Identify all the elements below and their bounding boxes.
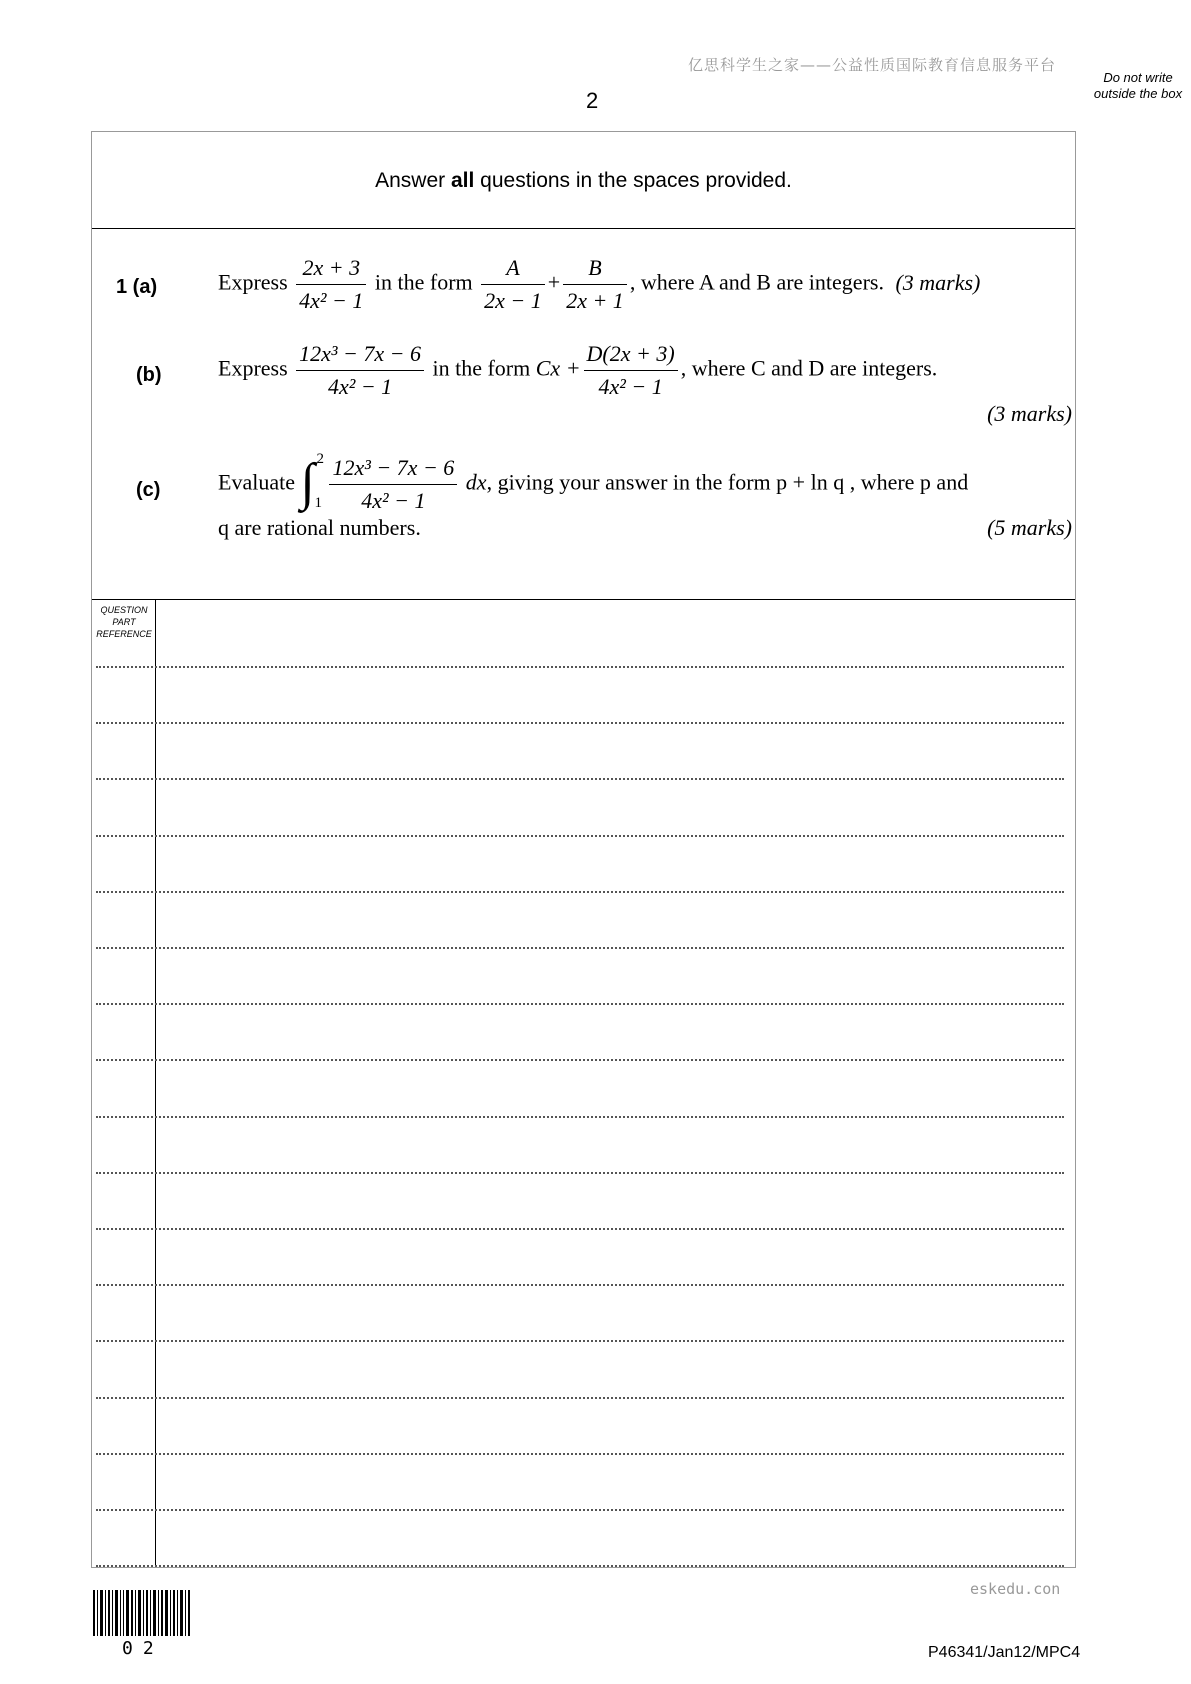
numerator-A: A [481,254,545,285]
marks-1b: (3 marks) [987,401,1072,426]
instruction-pre: Answer [375,169,451,192]
fraction-denominator: 4x² − 1 [361,488,426,513]
numerator-B: B [563,254,627,285]
words-in-the-form: in the form [374,269,473,295]
question-label-1c: (c) [136,479,161,501]
answer-frame [91,131,1076,1568]
barcode-icon [93,1590,193,1636]
instruction-bold: all [450,169,475,192]
answer-line [96,1116,1064,1118]
question-1c-rest-1: , giving your answer in the form p + ln q , where p and [486,469,969,495]
answer-line [96,1340,1064,1342]
question-1b-text [218,340,1072,427]
answer-line [96,666,1064,668]
fraction-1c [329,454,457,515]
margin-note: Do not write outside the box [1093,70,1183,101]
question-1a-text [218,254,1072,315]
answer-line [96,1003,1064,1005]
answer-line [96,722,1064,724]
instruction-post: questions in the spaces provided. [474,169,792,192]
answer-line [96,778,1064,780]
question-1c-rest-2: q are rational numbers. [218,515,421,540]
plus-sign: + [547,269,561,295]
fraction-numerator: 12x³ − 7x − 6 [296,340,424,371]
dx: dx [465,469,487,495]
words-in-the-form: in the form [432,355,531,381]
fraction-A [481,254,545,315]
answer-line [96,1059,1064,1061]
answer-line [96,1565,1064,1567]
fraction-denominator: 4x² − 1 [299,288,364,313]
upper-bound: 2 [316,450,324,467]
question-1a-rest: , where A and B are integers. [629,269,884,295]
question-part-reference-column [92,600,156,1567]
answer-line [96,835,1064,837]
denominator-1: 2x − 1 [484,288,542,313]
numerator-D: D(2x + 3) [584,340,678,371]
answer-line [96,1228,1064,1230]
watermark: 亿思科学生之家——公益性质国际教育信息服务平台 [688,56,1057,74]
answer-line [96,1172,1064,1174]
fraction-D [584,340,678,401]
fraction-1a [296,254,366,315]
answer-line [96,1397,1064,1399]
word-evaluate: Evaluate [218,469,295,495]
integral-sign: ∫ 2 1 [300,450,324,511]
fraction-numerator: 12x³ − 7x − 6 [329,454,457,485]
site-watermark: eskedu.con [970,1580,1061,1598]
answer-line [96,891,1064,893]
question-label-1a: 1 (a) [116,276,158,298]
marks-1a: (3 marks) [895,269,981,295]
answer-line [96,947,1064,949]
marks-1c: (5 marks) [987,515,1072,540]
word-express: Express [218,269,288,295]
question-label-1b: (b) [136,364,162,386]
page-number: 2 [586,88,599,113]
cx-plus: Cx + [535,355,581,381]
lower-bound: 1 [314,494,322,511]
question-1b-rest: , where C and D are integers. [680,355,938,381]
word-express: Express [218,355,288,381]
answer-line [96,1453,1064,1455]
fraction-B [563,254,627,315]
question-1c-text [218,450,1072,541]
paper-reference: P46341/Jan12/MPC4 [928,1644,1081,1661]
fraction-denominator: 4x² − 1 [327,374,393,399]
fraction-1b [296,340,424,401]
denominator-2: 2x + 1 [566,288,624,313]
denominator-D: 4x² − 1 [598,374,663,399]
question-area [92,230,1075,600]
barcode-number: 02 [122,1638,164,1659]
answer-space[interactable] [92,600,1075,1567]
answer-line [96,1509,1064,1511]
fraction-numerator: 2x + 3 [296,254,366,285]
reference-label: QUESTION PART REFERENCE [96,605,152,639]
instruction-box [92,132,1075,229]
answer-line [96,1284,1064,1286]
